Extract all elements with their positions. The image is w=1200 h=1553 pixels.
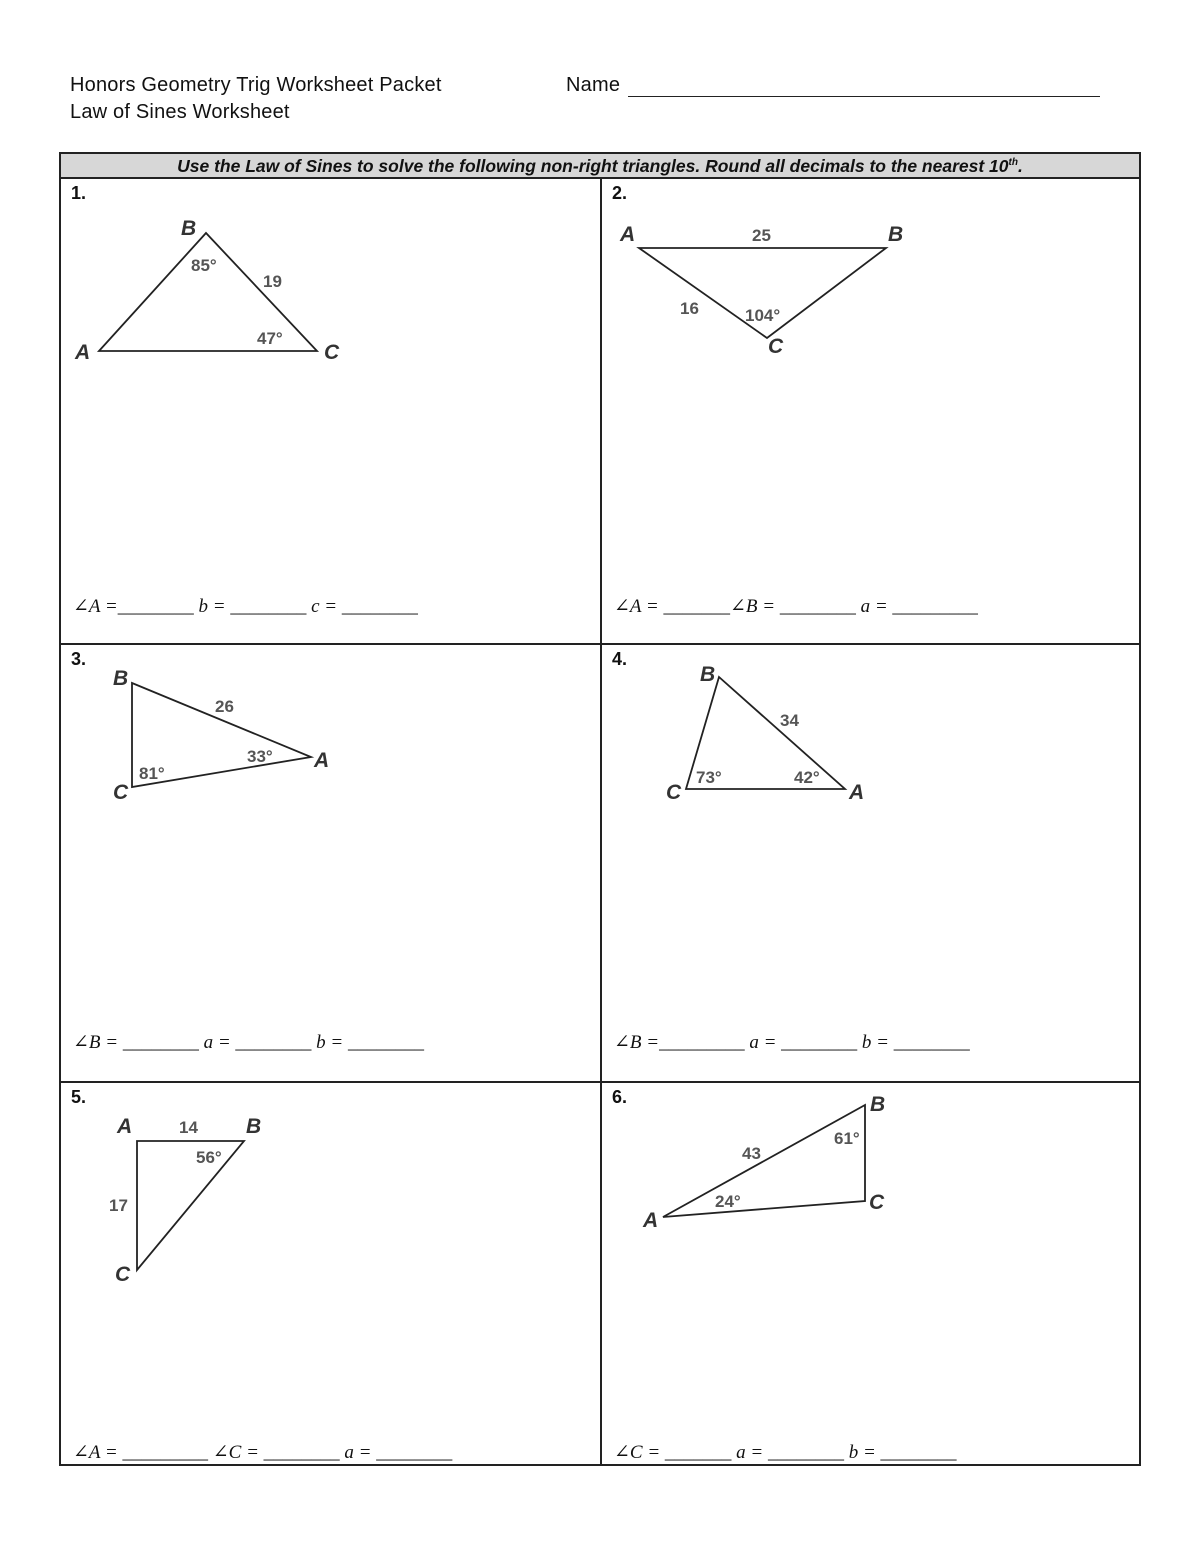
problem-number: 2. [612, 183, 628, 203]
side-length: 25 [752, 226, 771, 245]
angle-measure: 81° [139, 764, 165, 783]
vertex-label: C [113, 781, 129, 804]
problem-3 [61, 645, 601, 1081]
angle-measure: 85° [191, 256, 217, 275]
vertex-label: B [181, 217, 197, 240]
vertex-label: C [768, 335, 784, 358]
angle-measure: 61° [834, 1129, 860, 1148]
instructions-superscript: th [1008, 157, 1018, 169]
problem-1 [61, 179, 601, 643]
instructions-text: Use the Law of Sines to solve the following non-right triangles. Round all decimals to the nearest 10 [177, 156, 1009, 176]
angle-measure: 33° [247, 747, 273, 766]
side-length: 26 [215, 697, 234, 716]
problem-number: 6. [612, 1087, 628, 1107]
worksheet-title: Honors Geometry Trig Worksheet Packet [70, 74, 442, 96]
angle-measure: 47° [257, 329, 283, 348]
problem-2 [602, 179, 1142, 643]
triangle-figure [61, 1083, 601, 1463]
angle-measure: 104° [745, 306, 781, 325]
problem-number: 5. [71, 1087, 87, 1107]
vertex-label: A [620, 223, 636, 246]
triangle-figure [602, 179, 1142, 559]
instructions-period: . [1017, 156, 1023, 176]
vertex-label: C [666, 781, 682, 804]
angle-measure: 73° [696, 768, 722, 787]
instructions-bar [61, 154, 1139, 179]
triangle-figure [61, 179, 601, 559]
problem-4 [602, 645, 1142, 1081]
vertex-label: A [314, 749, 330, 772]
triangle-figure [602, 1083, 1142, 1463]
name-label: Name [566, 74, 621, 96]
answer-blanks[interactable]: ∠A =________ b = ________ c = ________ [73, 596, 418, 617]
triangle-shape [137, 1141, 244, 1270]
vertex-label: B [888, 223, 904, 246]
problem-number: 4. [612, 649, 628, 669]
problem-5 [61, 1083, 601, 1464]
problem-number: 1. [71, 183, 87, 203]
angle-measure: 56° [196, 1148, 222, 1167]
answer-blanks[interactable]: ∠C = _______ a = ________ b = ________ [614, 1442, 957, 1463]
side-length: 43 [742, 1144, 761, 1163]
problem-6 [602, 1083, 1142, 1464]
triangle-shape [99, 233, 317, 351]
triangle-figure [602, 645, 1142, 1025]
side-length: 34 [780, 711, 799, 730]
vertex-label: B [246, 1115, 262, 1138]
triangle-shape [663, 1105, 865, 1217]
vertex-label: A [849, 781, 865, 804]
answer-blanks[interactable]: ∠A = _______∠B = ________ a = _________ [614, 596, 978, 617]
side-length: 19 [263, 272, 282, 291]
vertex-label: A [117, 1115, 133, 1138]
angle-measure: 24° [715, 1192, 741, 1211]
vertex-label: B [870, 1093, 886, 1116]
vertex-label: C [324, 341, 340, 364]
side-length: 14 [179, 1118, 198, 1137]
vertex-label: A [75, 341, 91, 364]
side-length: 16 [680, 299, 699, 318]
worksheet-subtitle: Law of Sines Worksheet [70, 101, 290, 123]
vertex-label: C [115, 1263, 131, 1286]
vertex-label: C [869, 1191, 885, 1214]
answer-blanks[interactable]: ∠B = ________ a = ________ b = ________ [73, 1032, 424, 1053]
answer-blanks[interactable]: ∠A = _________ ∠C = ________ a = ________ [73, 1442, 453, 1463]
triangle-figure [61, 645, 601, 1025]
angle-measure: 42° [794, 768, 820, 787]
name-field-line[interactable] [628, 96, 1100, 97]
vertex-label: A [643, 1209, 659, 1232]
side-length: 17 [109, 1196, 128, 1215]
problem-number: 3. [71, 649, 87, 669]
vertex-label: B [113, 667, 129, 690]
problem-grid [59, 152, 1141, 1466]
answer-blanks[interactable]: ∠B =_________ a = ________ b = ________ [614, 1032, 970, 1053]
vertex-label: B [700, 663, 716, 686]
